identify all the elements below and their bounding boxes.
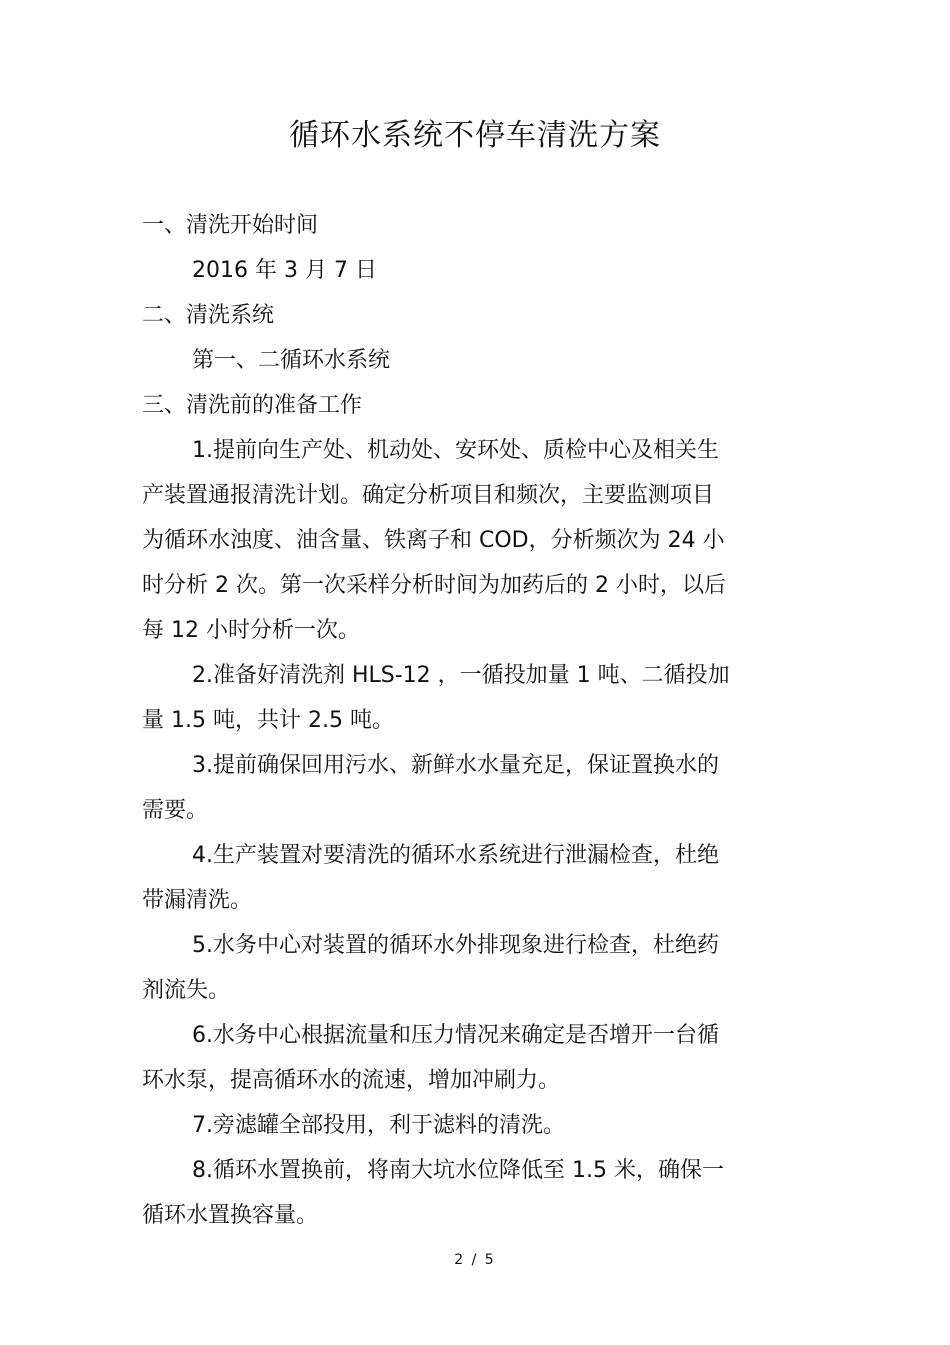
paragraph-line: 6.水务中心根据流量和压力情况来确定是否增开一台循 (192, 1023, 719, 1048)
paragraph-line: 2.准备好清洗剂 HLS-12 ，一循投加量 1 吨、二循投加 (192, 663, 730, 688)
paragraph-line: 为循环水浊度、油含量、铁离子和 COD，分析频次为 24 小 (142, 528, 725, 553)
paragraph-line: 量 1.5 吨，共计 2.5 吨。 (142, 708, 394, 733)
paragraph-line: 7.旁滤罐全部投用，利于滤料的清洗。 (192, 1113, 565, 1138)
paragraph-line: 需要。 (142, 798, 209, 823)
paragraph-line: 循环水置换容量。 (142, 1203, 319, 1228)
section-heading-2: 二、清洗系统 (142, 303, 275, 328)
start-date: 2016 年 3 月 7 日 (192, 258, 377, 283)
paragraph-line: 8.循环水置换前，将南大坑水位降低至 1.5 米，确保一 (192, 1158, 724, 1183)
paragraph-line: 带漏清洗。 (142, 888, 253, 913)
paragraph-line: 时分析 2 次。第一次采样分析时间为加药后的 2 小时，以后 (142, 573, 726, 598)
document-title: 循环水系统不停车清洗方案 (289, 118, 661, 153)
paragraph-line: 5.水务中心对装置的循环水外排现象进行检查，杜绝药 (192, 933, 719, 958)
paragraph-line: 剂流失。 (142, 978, 231, 1003)
paragraph-line: 每 12 小时分析一次。 (142, 618, 360, 643)
paragraph-line: 4.生产装置对要清洗的循环水系统进行泄漏检查，杜绝 (192, 843, 719, 868)
paragraph-line: 3.提前确保回用污水、新鲜水水量充足，保证置换水的 (192, 753, 719, 778)
paragraph-line: 环水泵，提高循环水的流速，增加冲刷力。 (142, 1068, 561, 1093)
section-heading-1: 一、清洗开始时间 (142, 213, 319, 238)
paragraph-line: 1.提前向生产处、机动处、安环处、质检中心及相关生 (192, 438, 719, 463)
page-number: 2 / 5 (454, 1252, 496, 1268)
system-name: 第一、二循环水系统 (192, 348, 391, 373)
section-heading-3: 三、清洗前的准备工作 (142, 393, 363, 418)
paragraph-line: 产装置通报清洗计划。确定分析项目和频次，主要监测项目 (142, 483, 715, 508)
